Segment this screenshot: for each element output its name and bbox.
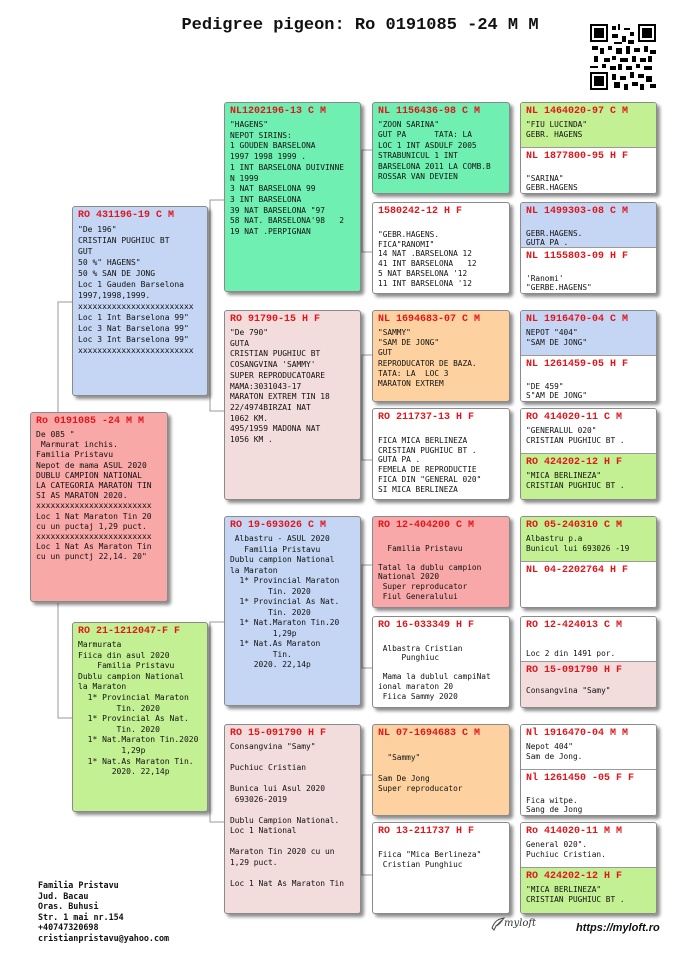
gen5-card <box>521 661 656 708</box>
gen4-text: FICA MICA BERLINEZA CRISTIAN PUGHIUC BT . GUTA PA . FEMELA DE REPRODUCTIE FICA DIN "GENERAL 020" SI MICA BERLINEZA <box>378 435 482 494</box>
gen5-card <box>521 409 656 453</box>
page-title: Pedigree pigeon: Ro 0191085 -24 M M <box>181 16 539 35</box>
gen5-pair-card <box>520 822 657 914</box>
gen5-pair-card <box>520 408 657 500</box>
gen5-text: GEBR.HAGENS. GUTA PA . <box>526 229 583 247</box>
gen5-text: "MICA BERLINEZA" CRISTIAN PUGHIUC BT . <box>526 471 625 490</box>
gen5-text: Nepot 404" Sam de Jong. <box>526 742 583 761</box>
gen4-ring: RO 211737-13 H F <box>378 412 475 423</box>
gen5-ring: NL 1155803-09 H F <box>526 251 629 262</box>
gen3-text: "HAGENS" NEPOT SIRINS: 1 GOUDEN BARSELONA 1997 1998 1999 . 1 INT BARSELONA DUIVINNE N 1999 3 NAT BARSELONA 99 3 INT BARSELONA 39 NAT BARSELONA "97 58 NAT. BARSELONA'98 2 19 NAT .PERPIGNAN <box>230 120 345 237</box>
gen5-text: "SARINA" GEBR.HAGENS <box>526 174 578 192</box>
main-pigeon-card <box>30 412 168 602</box>
gen5-ring: NL 1916470-04 C M <box>526 314 629 325</box>
gen5-ring: RO 414020-11 C M <box>526 412 623 423</box>
gen5-pair-card <box>520 202 657 294</box>
website-link[interactable]: https://myloft.ro <box>576 922 660 934</box>
gen5-text: General 020". Puchiuc Cristian. <box>526 840 606 859</box>
gen3-text: "De 790" GUTA CRISTIAN PUGHIUC BT COSANGVINA 'SAMMY' SUPER REPRODUCATOARE MAMA:3031043-17 MARATON EXTREM TIN 18 22/4974BIRZAI NAT 1062 KM. 495/1959 MADONA NAT 1056 KM . <box>230 328 330 445</box>
sire-card <box>72 206 208 396</box>
gen5-ring: RO 424202-12 H F <box>526 871 623 882</box>
gen3-text: Consangvina "Samy" Puchiuc Cristian Bunica lui Asul 2020 693026-2019 Dublu Campion National. Loc 1 National Maraton Tin 2020 cu un 1,29 puct. Loc 1 Nat As Maraton Tin <box>230 742 345 888</box>
gen5-ring: RO 05-240310 C M <box>526 520 623 531</box>
gen5-ring: Nl 1261450 -05 F F <box>526 773 635 784</box>
gen5-ring: NL 04-2202764 H F <box>526 565 629 576</box>
owner-contact-block: Familia Pristavu Jud. Bacau Oras. Buhusi Str. 1 mai nr.154 +40747320698 cristianpristavu@yahoo.com <box>38 880 170 943</box>
gen4-text: Familia Pristavu Tatal la dublu campion National 2020 Super reproducator Fiul Generalului <box>378 543 482 601</box>
gen5-card <box>521 147 656 194</box>
gen5-text: Albastru p.a Bunicul lui 693026 -19 <box>526 534 630 553</box>
gen5-pair-card <box>520 102 657 194</box>
gen5-card <box>521 103 656 147</box>
gen5-ring: RO 12-424013 C M <box>526 620 623 631</box>
gen4-card <box>372 516 510 608</box>
gen4-text: Fiica "Mica Berlineza" Cristian Punghiuc <box>378 850 482 869</box>
gen5-text: Fica witpe. Sang de Jong <box>526 796 583 814</box>
gen4-ring: RO 13-211737 H F <box>378 826 475 837</box>
gen5-ring: RO 424202-12 H F <box>526 457 623 468</box>
sire-text: "De 196" CRISTIAN PUGHIUC BT GUT 50 %" HAGENS" 50 % SAN DE JONG Loc 1 Gauden Barselona 1997,1998,1999. xxxxxxxxxxxxxxxxxxxxxxxx Loc 1 Int Barselona 99" Loc 3 Nat Barselona 99" Loc 3 Int Barselona 99" xxxxxxxxxxxxxxxxxxxxxxxx <box>78 225 194 355</box>
gen5-text: Loc 2 din 1491 por. <box>526 649 616 658</box>
gen3-ring: RO 19-693026 C M <box>230 520 327 531</box>
gen5-text: "FIU LUCINDA" GEBR. HAGENS <box>526 120 588 139</box>
gen4-ring: NL 1694683-07 C M <box>378 314 481 325</box>
gen4-ring: 1580242-12 H F <box>378 206 463 217</box>
gen5-ring: NL 1464020-97 C M <box>526 106 629 117</box>
gen5-card <box>521 517 656 561</box>
gen5-card <box>521 561 656 608</box>
gen5-pair-card <box>520 616 657 708</box>
gen5-pair-card <box>520 516 657 608</box>
gen5-card <box>521 769 656 816</box>
gen5-text: 'Ranomi' "GERBE.HAGENS" <box>526 274 592 292</box>
gen5-card <box>521 311 656 355</box>
gen5-pair-card <box>520 310 657 402</box>
main-pigeon-ring: Ro 0191085 -24 M M <box>36 416 145 427</box>
gen3-card <box>224 310 361 500</box>
gen3-ring: RO 15-091790 H F <box>230 728 327 739</box>
gen4-ring: RO 16-033349 H F <box>378 620 475 631</box>
gen4-text: "SAMMY" "SAM DE JONG" GUT REPRODUCATOR DE BAZA. TATA: LA LOC 3 MARATON EXTREM <box>378 328 477 389</box>
gen4-card <box>372 724 510 816</box>
gen5-text: "MICA BERLINEZA" CRISTIAN PUGHIUC BT . <box>526 885 625 904</box>
main-pigeon-text: De 085 " Marmurat inchis. Familia Pristavu Nepot de mama ASUL 2020 DUBLU CAMPION NATIONAL LA CATEGORIA MARATON TIN SI AS MARATON 2020. xxxxxxxxxxxxxxxxxxxxxxxx Loc 1 Nat Maraton Tin 20 cu un puctaj 1,29 puct. xxxxxxxxxxxxxxxxxxxxxxxx Loc 1 Nat As Maraton Tin cu un punctj 22,14. 20" <box>36 430 152 562</box>
gen4-text: Albastra Cristian Punghiuc Mama la dublul campiNat ional maraton 20 Fiica Sammy 2020 <box>378 643 491 701</box>
gen5-pair-card <box>520 724 657 816</box>
gen4-card <box>372 616 510 708</box>
gen5-card <box>521 867 656 914</box>
gen5-card <box>521 617 656 661</box>
gen3-ring: RO 91790-15 H F <box>230 314 321 325</box>
dam-card <box>72 622 208 812</box>
gen3-card <box>224 516 361 706</box>
gen4-card <box>372 102 510 194</box>
gen5-card <box>521 355 656 402</box>
myloft-logo-text: myloft <box>504 918 537 929</box>
gen5-ring: NL 1499303-08 C M <box>526 206 629 217</box>
gen4-ring: NL 07-1694683 C M <box>378 728 481 739</box>
gen3-card <box>224 724 361 914</box>
gen5-text: NEPOT "404" "SAM DE JONG" <box>526 328 588 347</box>
gen3-ring: NL1202196-13 C M <box>230 106 327 117</box>
gen5-card <box>521 823 656 867</box>
gen4-card <box>372 822 510 914</box>
gen3-card <box>224 102 361 292</box>
gen4-text: "GEBR.HAGENS. FICA"RANOMI" 14 NAT .BARSELONA 12 41 INT BARSELONA 12 5 NAT BARSELONA '12 11 INT BARSELONA '12 <box>378 229 477 288</box>
gen5-ring: Ro 414020-11 M M <box>526 826 623 837</box>
gen5-text: Consangvina "Samy" <box>526 686 611 695</box>
gen5-card <box>521 247 656 294</box>
gen4-card <box>372 310 510 402</box>
sire-ring: RO 431196-19 C M <box>78 210 175 221</box>
gen5-card <box>521 453 656 500</box>
gen3-text: Albastru - ASUL 2020 Familia Pristavu Dublu campion National la Maraton 1* Provincial Maraton Tin. 2020 1* Provincial As Nat. Tin. 2020 1* Nat.Maraton Tin.20 1,29p 1* Nat.As Maraton Tin. 2020. 22,14p <box>230 534 340 669</box>
gen5-ring: NL 1877800-95 H F <box>526 151 629 162</box>
dam-text: Marmurata Fiica din asul 2020 Familia Pristavu Dublu campion National la Maraton 1* Provincial Maraton Tin. 2020 1* Provincial As Nat. Tin. 2020 1* Nat.Maraton Tin.2020 1,29p 1* Nat.As Maraton Tin. 2020. 22,14p <box>78 640 199 777</box>
gen5-card <box>521 725 656 769</box>
gen5-ring: NL 1261459-05 H F <box>526 359 629 370</box>
gen4-text: "Sammy" Sam De Jong Super reproducator <box>378 752 463 794</box>
gen5-text: "GENERALUL 020" CRISTIAN PUGHIUC BT . <box>526 426 625 445</box>
dam-ring: RO 21-1212047-F F <box>78 626 181 637</box>
gen4-ring: NL 1156436-98 C M <box>378 106 481 117</box>
gen5-text: "DE 459" S"AM DE JONG" <box>526 382 588 400</box>
gen4-ring: RO 12-404200 C M <box>378 520 475 531</box>
gen4-card <box>372 408 510 500</box>
gen5-card <box>521 203 656 247</box>
gen5-ring: RO 15-091790 H F <box>526 665 623 676</box>
gen5-ring: Nl 1916470-04 M M <box>526 728 629 739</box>
gen4-text: "ZOON SARINA" GUT PA TATA: LA LOC 1 INT ASDULF 2005 STRABUNICUL 1 INT BARSELONA 2011 LA COMB.B ROSSAR VAN DEVIEN <box>378 120 491 182</box>
gen4-card <box>372 202 510 294</box>
